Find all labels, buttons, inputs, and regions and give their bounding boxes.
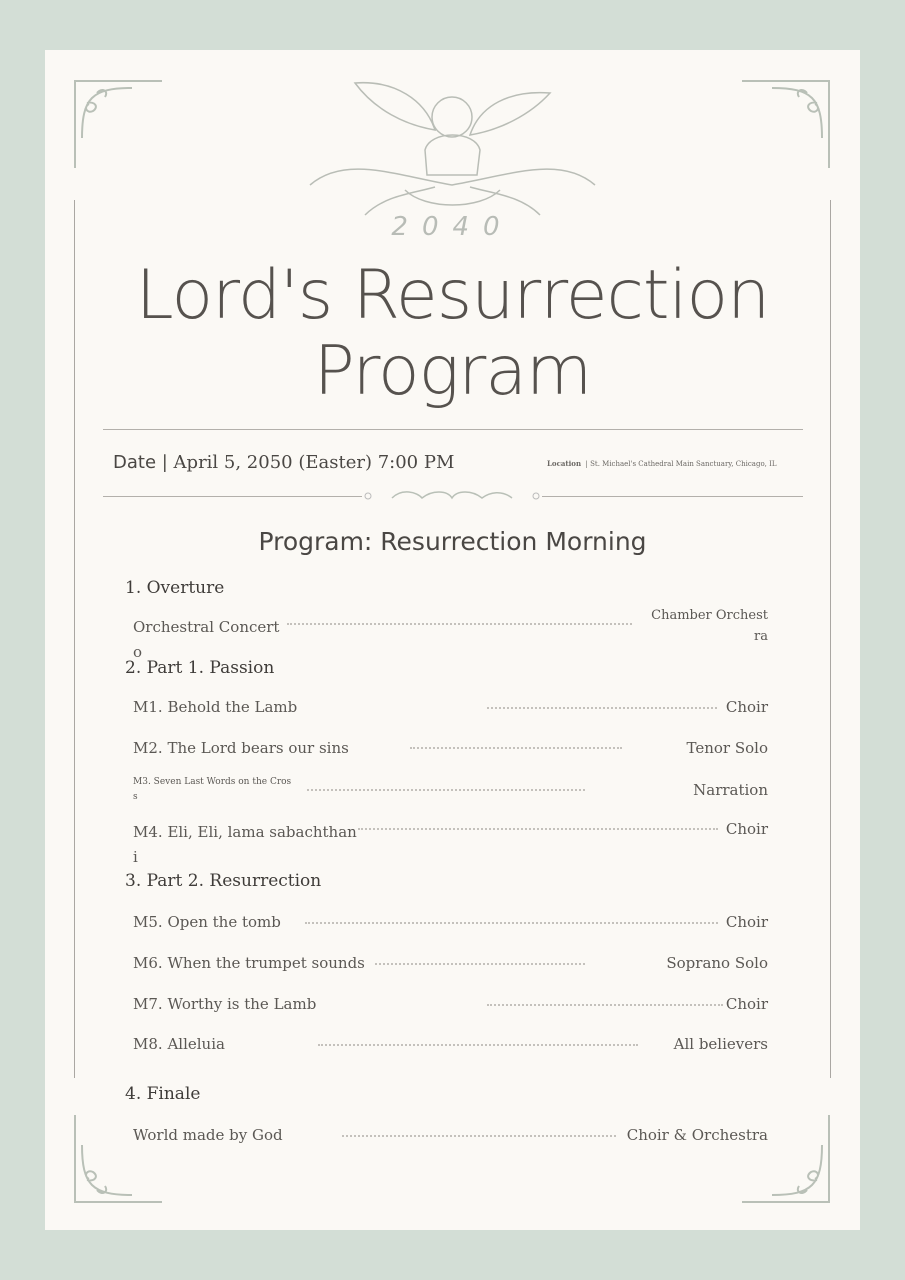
title-line-1: Lord's Resurrection	[135, 256, 770, 335]
item-performer: Tenor Solo	[686, 739, 768, 757]
angel-illustration-icon	[305, 75, 600, 220]
corner-ornament-icon	[72, 78, 162, 168]
date-info: Date | April 5, 2050 (Easter) 7:00 PM	[113, 452, 455, 473]
item-performer: Narration	[693, 781, 768, 799]
item-performer: Choir	[725, 820, 768, 838]
dotted-leader	[358, 828, 718, 830]
item-performer: Soprano Solo	[666, 954, 768, 972]
item-title: M1. Behold the Lamb	[133, 698, 298, 716]
flourish-ornament-icon	[362, 486, 542, 506]
item-title: M4. Eli, Eli, lama sabachthani	[133, 823, 357, 866]
dotted-leader	[342, 1135, 616, 1137]
dotted-leader	[487, 1004, 723, 1006]
dotted-leader	[487, 707, 717, 709]
program-heading: Program: Resurrection Morning	[258, 527, 647, 556]
item-title: World made by God	[133, 1126, 283, 1144]
location-value: St. Michael's Cathedral Main Sanctuary, Chicago, IL	[590, 460, 777, 468]
item-title: M3. Seven Last Words on the Cross	[133, 777, 292, 802]
year-label: 2040	[391, 212, 514, 242]
dotted-leader	[410, 747, 622, 749]
item-title: M6. When the trumpet sounds	[133, 954, 365, 972]
divider	[103, 429, 803, 430]
dotted-leader	[287, 623, 632, 625]
dotted-leader	[305, 922, 718, 924]
date-value: April 5, 2050 (Easter) 7:00 PM	[173, 452, 455, 473]
item-performer: Choir	[725, 913, 768, 931]
item-title: M5. Open the tomb	[133, 913, 281, 931]
corner-ornament-icon	[742, 78, 832, 168]
item-title: M2. The Lord bears our sins	[133, 739, 349, 757]
item-performer: Chamber Orchestra	[651, 608, 768, 644]
item-performer: Choir & Orchestra	[626, 1126, 768, 1144]
section-title: 3. Part 2. Resurrection	[125, 871, 322, 891]
item-title: M8. Alleluia	[133, 1035, 225, 1053]
dotted-leader	[307, 789, 585, 791]
dotted-leader	[375, 963, 585, 965]
dotted-leader	[318, 1044, 638, 1046]
item-performer: All believers	[673, 1035, 768, 1053]
item-title: M7. Worthy is the Lamb	[133, 995, 317, 1013]
section-title: 4. Finale	[125, 1084, 201, 1104]
location-label: Location	[547, 459, 582, 468]
section-title: 1. Overture	[125, 578, 225, 598]
page-title	[0, 258, 905, 410]
section-title: 2. Part 1. Passion	[125, 658, 275, 678]
item-performer: Choir	[725, 698, 768, 716]
title-line-2: Program	[313, 332, 592, 411]
date-label: Date	[113, 452, 157, 473]
location-info: Location | St. Michael's Cathedral Main Sanctuary, Chicago, IL	[547, 459, 777, 468]
item-title: Orchestral Concerto	[133, 618, 280, 661]
item-performer: Choir	[725, 995, 768, 1013]
